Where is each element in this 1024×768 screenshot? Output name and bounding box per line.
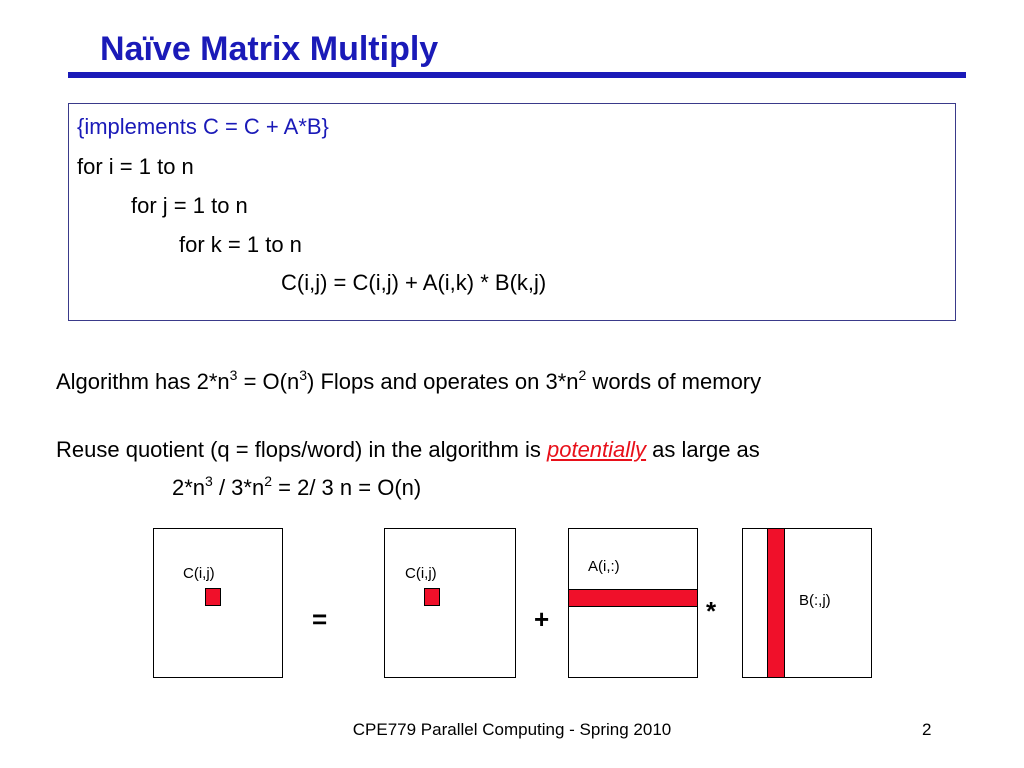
flops-exp-3: 2 — [578, 367, 587, 383]
formula-text-b: / 3*n — [212, 475, 265, 500]
c-result-element — [205, 588, 221, 606]
matrix-c-input — [384, 528, 516, 678]
footer-course: CPE779 Parallel Computing - Spring 2010 — [352, 720, 672, 739]
page-number: 2 — [922, 720, 932, 739]
code-loop-j: for j = 1 to n — [131, 193, 248, 218]
flops-text-d: words of memory — [586, 369, 762, 394]
code-update-statement: C(i,j) = C(i,j) + A(i,k) * B(k,j) — [281, 270, 547, 295]
reuse-text-a: Reuse quotient (q = flops/word) in the algorithm is — [56, 437, 547, 462]
flops-text-b: = O(n — [237, 369, 300, 394]
formula-exp-1: 3 — [205, 473, 213, 489]
code-comment: {implements C = C + A*B} — [77, 114, 329, 139]
slide-title: Naïve Matrix Multiply — [100, 30, 439, 68]
equals-sign: = — [312, 604, 328, 634]
formula-text-a: 2*n — [172, 475, 206, 500]
matrix-b — [742, 528, 872, 678]
b-column-bar — [767, 528, 785, 678]
a-row-bar — [568, 589, 698, 607]
c-input-element — [424, 588, 440, 606]
c-result-label: C(i,j) — [183, 565, 215, 582]
flops-text-a: Algorithm has 2*n — [56, 369, 230, 394]
flops-text-c: ) Flops and operates on 3*n — [307, 369, 579, 394]
code-loop-k: for k = 1 to n — [179, 232, 302, 257]
a-row-label: A(i,:) — [588, 558, 620, 575]
flops-exp-1: 3 — [229, 367, 238, 383]
code-loop-i: for i = 1 to n — [77, 154, 194, 179]
flops-statement — [56, 367, 762, 394]
reuse-quotient-statement — [56, 439, 760, 461]
title-underline — [68, 72, 966, 78]
times-sign: * — [706, 596, 717, 626]
matrix-c-result — [153, 528, 283, 678]
matrix-a — [568, 528, 698, 678]
c-input-label: C(i,j) — [405, 565, 437, 582]
reuse-text-b: as large as — [646, 437, 760, 462]
reuse-emphasis: potentially — [546, 437, 647, 462]
plus-sign: + — [534, 604, 550, 634]
pseudocode-box — [68, 103, 956, 321]
flops-exp-2: 3 — [299, 367, 307, 383]
formula-text-c: = 2/ 3 n = O(n) — [272, 475, 422, 500]
reuse-formula — [172, 473, 422, 500]
b-column-label: B(:,j) — [799, 592, 831, 609]
formula-exp-2: 2 — [264, 473, 273, 489]
